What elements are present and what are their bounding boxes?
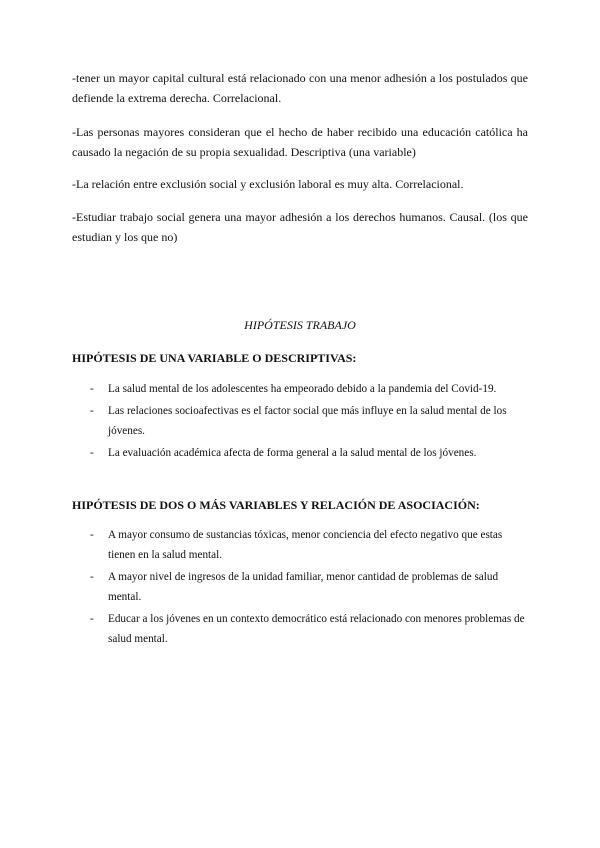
list-item-text: Las relaciones socioafectivas es el factor social que más influye en la salud mental de los jóvenes. [108,405,507,437]
intro-paragraph: -La relación entre exclusión social y exclusión laboral es muy alta. Correlacional. [72,177,464,191]
section-heading-association: HIPÓTESIS DE DOS O MÁS VARIABLES Y RELACIÓN DE ASOCIACIÓN: [72,498,480,512]
list-item [72,525,528,565]
list-item [72,379,528,399]
dash-bullet: - [90,529,94,541]
list-item-text: A mayor nivel de ingresos de la unidad familiar, menor cantidad de problemas de salud mental. [108,571,499,603]
section-heading-descriptive: HIPÓTESIS DE UNA VARIABLE O DESCRIPTIVAS: [72,351,357,365]
descriptive-hypotheses-list [72,379,528,465]
list-item-text: La salud mental de los adolescentes ha empeorado debido a la pandemia del Covid-19. [108,383,497,395]
list-item-text: La evaluación académica afecta de forma general a la salud mental de los jóvenes. [108,447,477,459]
dash-bullet: - [90,383,94,395]
intro-paragraph: -Las personas mayores consideran que el hecho de haber recibido una educación católica ha causado la negación de su propia sexualidad. Descriptiva (una variable) [72,125,528,159]
intro-paragraph: -Estudiar trabajo social genera una mayor adhesión a los derechos humanos. Causal. (los que estudian y los que no) [72,210,528,244]
list-item-text: Educar a los jóvenes en un contexto democrático está relacionado con menores problemas de salud mental. [108,613,525,645]
dash-bullet: - [90,613,94,625]
dash-bullet: - [90,447,94,459]
document-title: HIPÓTESIS TRABAJO [244,318,356,332]
list-item-text: A mayor consumo de sustancias tóxicas, menor conciencia del efecto negativo que estas tienen en la salud mental. [108,529,503,561]
list-item [72,443,528,463]
association-hypotheses-list [72,525,528,651]
dash-bullet: - [90,571,94,583]
list-item [72,609,528,649]
list-item [72,401,528,441]
intro-paragraph: -tener un mayor capital cultural está relacionado con una menor adhesión a los postulados que defiende la extrema derecha. Correlacional. [72,71,528,105]
dash-bullet: - [90,405,94,417]
list-item [72,567,528,607]
